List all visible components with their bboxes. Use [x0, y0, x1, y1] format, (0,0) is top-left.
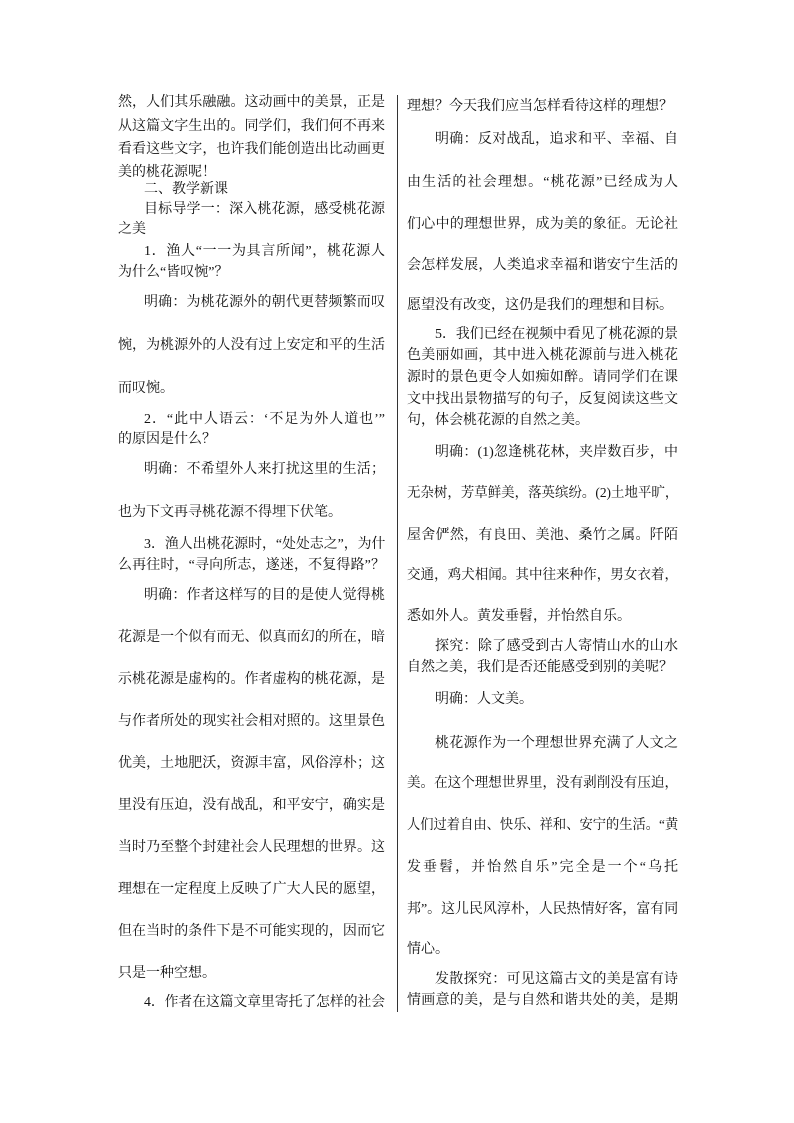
text-line: 明确：人文美。 [435, 692, 533, 707]
text-line: 然，人们其乐融融。这动画中的美景，正是 [118, 95, 385, 110]
text-line: 明确：反对战乱，追求和平、幸福、自 [435, 132, 678, 147]
text-line: 屋舍俨然，有良田、美池、桑竹之属。阡陌 [407, 528, 678, 543]
text-line: 无杂树，芳草鲜美，落英缤纷。(2)土地平旷， [407, 486, 679, 501]
text-line: 二、教学新课 [144, 182, 228, 197]
text-line: 文中找出景物描写的句子，反复阅读这些文 [407, 392, 678, 407]
text-line: 而叹惋。 [118, 381, 174, 396]
text-line: 理想在一定程度上反映了广大人民的愿望， [118, 882, 385, 897]
text-line: 明确：(1)忽逢桃花林，夹岸数百步，中 [435, 445, 678, 460]
text-line: 情画意的美，是与自然和谐共处的美，是期 [407, 993, 678, 1008]
text-line: 愿望没有改变，这仍是我们的理想和目标。 [407, 298, 673, 313]
text-line: 看看这些文字，也许我们能创造出比动画更 [118, 142, 385, 157]
text-line: 的原因是什么？ [118, 432, 216, 447]
text-line: 邦”。这儿民风淳朴，人民热情好客，富有同 [407, 902, 679, 917]
text-line: 明确：为桃花源外的朝代更替频繁而叹 [144, 295, 385, 310]
text-line: 么再往时，“寻向所志，遂迷，不复得路”？ [118, 558, 385, 573]
text-line: 美。在这个理想世界里，没有剥削没有压迫， [407, 776, 679, 791]
text-line: 交通，鸡犬相闻。其中往来种作，男女衣着， [407, 568, 679, 583]
text-line: 们心中的理想世界，成为美的象征。无论社 [407, 217, 678, 232]
text-line: 2．“此中人语云：‘不足为外人道也’” [144, 412, 385, 427]
text-line: 目标导学一：深入桃花源，感受桃花源 [144, 202, 385, 217]
text-line: 源时的景色更令人如痴如醉。请同学们在课 [407, 370, 678, 385]
text-line: 3．渔人出桃花源时，“处处志之”，为什 [144, 537, 386, 552]
text-line: 桃花源作为一个理想世界充满了人文之 [435, 736, 678, 751]
text-line: 优美，土地肥沃，资源丰富，风俗淳朴；这 [118, 756, 385, 771]
text-line: 花源是一个似有而无、似真而幻的所在，暗 [118, 630, 385, 645]
text-line: 由生活的社会理想。“桃花源”已经成为人 [407, 175, 678, 190]
text-line: 情心。 [407, 942, 449, 957]
text-line: 1．渔人“一一为具言所闻”，桃花源人 [144, 244, 385, 259]
text-line: 5．我们已经在视频中看见了桃花源的景 [435, 327, 678, 342]
text-line: 也为下文再寻桃花源不得埋下伏笔。 [118, 505, 342, 520]
text-line: 与作者所处的现实社会相对照的。这里景色 [118, 714, 385, 729]
text-line: 为什么“皆叹惋”？ [118, 265, 229, 280]
text-line: 发散探究：可见这篇古文的美是富有诗 [435, 972, 678, 987]
text-line: 悉如外人。黄发垂髫，并怡然自乐。 [407, 609, 631, 624]
text-line: 之美 [118, 222, 146, 237]
text-line: 发垂髫，并怡然自乐”完全是一个“乌托 [407, 860, 678, 875]
text-line: 会怎样发展，人类追求幸福和谐安宁生活的 [407, 258, 678, 273]
text-line: 从这篇文字生出的。同学们，我们何不再来 [118, 119, 385, 134]
text-line: 但在当时的条件下是不可能实现的，因而它 [118, 924, 385, 939]
text-line: 理想？今天我们应当怎样看待这样的理想？ [407, 99, 673, 114]
text-line: 句，体会桃花源的自然之美。 [407, 413, 589, 428]
text-line: 美的桃花源呢！ [118, 165, 216, 180]
text-line: 惋，为桃源外的人没有过上安定和平的生活 [118, 338, 385, 353]
text-line: 里没有压迫，没有战乱，和平安宁，确实是 [118, 798, 385, 813]
text-line: 人们过着自由、快乐、祥和、安宁的生活。“黄 [407, 818, 679, 833]
text-line: 当时乃至整个封建社会人民理想的世界。这 [118, 840, 385, 855]
text-line: 示桃花源是虚构的。作者虚构的桃花源，是 [118, 672, 385, 687]
text-line: 明确：作者这样写的目的是使人觉得桃 [144, 588, 385, 603]
text-line: 明确：不希望外人来打扰这里的生活； [144, 462, 385, 477]
text-line: 4．作者在这篇文章里寄托了怎样的社会 [144, 995, 386, 1010]
text-line: 只是一种空想。 [118, 966, 216, 981]
text-line: 色美丽如画，其中进入桃花源前与进入桃花 [407, 348, 678, 363]
text-line: 探究：除了感受到古人寄情山水的山水 [435, 639, 678, 654]
text-line: 自然之美，我们是否还能感受到别的美呢？ [407, 660, 673, 675]
